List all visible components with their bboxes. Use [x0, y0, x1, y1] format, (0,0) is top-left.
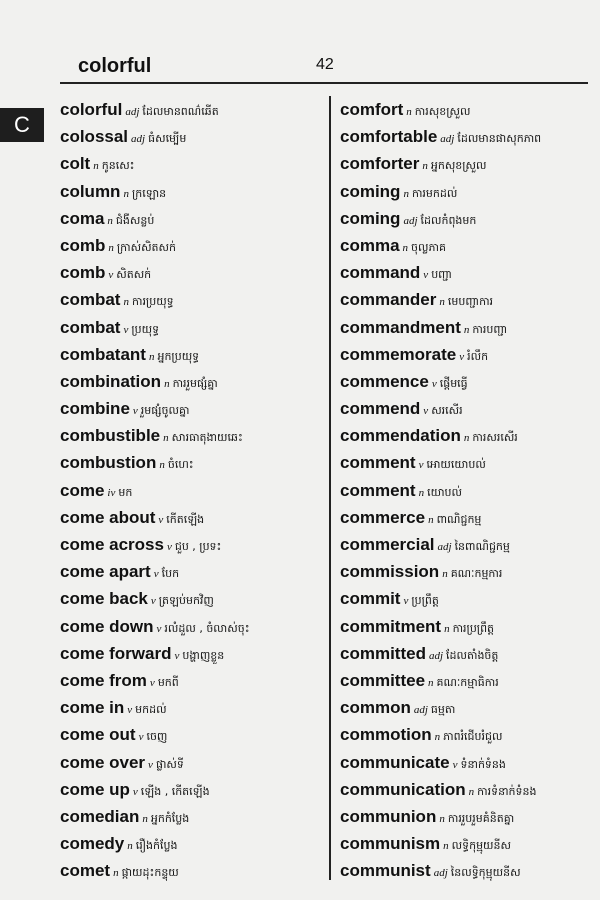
khmer-translation: ការបញ្ជា: [472, 322, 508, 336]
headword: commemorate: [340, 344, 457, 364]
left-column: [60, 96, 325, 884]
headword: comet: [60, 861, 111, 881]
column-divider: [329, 96, 331, 880]
dictionary-entry: [60, 259, 325, 286]
part-of-speech: n: [422, 160, 428, 173]
headword: combat: [60, 317, 121, 337]
part-of-speech: n: [406, 106, 412, 118]
headword: combination: [60, 371, 162, 391]
part-of-speech: v: [123, 323, 129, 336]
dictionary-entry: [340, 150, 590, 177]
khmer-translation: មេបញ្ជាការ: [447, 295, 494, 309]
dictionary-entry: [60, 694, 325, 721]
khmer-translation: ត្រឡប់មកវិញ: [158, 594, 214, 608]
khmer-translation: ដែលមានផាសុកភាព: [457, 132, 542, 146]
headword: commander: [340, 290, 437, 310]
khmer-translation: ដែលកំពុងមក: [420, 213, 477, 227]
khmer-translation: គណៈកម្មការ: [450, 567, 503, 581]
part-of-speech: v: [149, 676, 155, 689]
khmer-translation: ធំសម្បើម: [148, 132, 187, 146]
dictionary-entry: [60, 178, 325, 205]
part-of-speech: v: [166, 541, 172, 553]
khmer-translation: រឿងកំប្លែង: [135, 839, 178, 853]
dictionary-entry: [60, 830, 325, 857]
part-of-speech: n: [434, 731, 441, 744]
part-of-speech: n: [402, 241, 409, 254]
part-of-speech: n: [107, 214, 113, 227]
dictionary-entry: [340, 694, 590, 721]
khmer-translation: ការរួបរួមគំនិតគ្នា: [447, 811, 515, 825]
khmer-translation: មកពី: [157, 675, 179, 689]
headword: come: [60, 480, 105, 500]
headword: commission: [340, 562, 440, 582]
part-of-speech: adj: [433, 867, 448, 880]
khmer-translation: បែក: [161, 567, 180, 581]
headword: comment: [340, 480, 416, 500]
dictionary-entry: [60, 96, 325, 123]
dictionary-entry: [340, 613, 590, 640]
part-of-speech: v: [423, 405, 429, 418]
khmer-translation: ភាពរំជើបរំជួល: [443, 730, 503, 744]
khmer-translation: រំលឹក: [467, 349, 489, 363]
headword: comb: [60, 235, 106, 255]
dictionary-entry: [60, 422, 325, 449]
part-of-speech: v: [418, 459, 424, 472]
khmer-translation: គណៈកម្មាធិការ: [436, 675, 499, 689]
khmer-translation: ការប្រយុទ្ធ: [131, 295, 174, 309]
khmer-translation: ក្រាស់សិតសក់: [116, 240, 176, 254]
part-of-speech: n: [148, 350, 155, 363]
part-of-speech: n: [164, 377, 170, 390]
khmer-translation: ការសុខស្រួល: [414, 105, 471, 118]
headword: commerce: [340, 507, 426, 527]
headword: common: [340, 698, 411, 718]
headword: come apart: [60, 562, 151, 582]
khmer-translation: សារធាតុងាយឆេះ: [171, 431, 243, 445]
headword: commence: [340, 371, 429, 391]
dictionary-entry: [340, 232, 590, 259]
headword: come across: [60, 535, 164, 554]
khmer-translation: ការរួមផ្សំគ្នា: [172, 376, 218, 390]
part-of-speech: n: [428, 513, 434, 526]
dictionary-entry: [340, 123, 590, 150]
part-of-speech: v: [423, 269, 429, 282]
dictionary-entry: [340, 721, 590, 748]
khmer-translation: យោបល់: [427, 485, 462, 499]
khmer-translation: ការទំនាក់ទំនង: [477, 784, 537, 798]
dictionary-entry: [60, 721, 325, 748]
dictionary-entry: [60, 749, 325, 776]
headword: comedy: [60, 834, 125, 854]
part-of-speech: v: [156, 622, 162, 635]
dictionary-entry: [60, 613, 325, 640]
khmer-translation: នៃពាណិជ្ជកម្ម: [454, 540, 510, 553]
part-of-speech: n: [418, 486, 425, 499]
headword: committee: [340, 670, 426, 690]
dictionary-entry: [60, 232, 325, 259]
khmer-translation: ជំងឺសន្លប់: [115, 213, 155, 227]
khmer-translation: កើតឡើង: [166, 512, 205, 526]
dictionary-entry: [340, 449, 590, 476]
headword: colorful: [60, 100, 123, 119]
headword: communion: [340, 806, 437, 826]
dictionary-entry: [340, 205, 590, 232]
khmer-translation: មក: [118, 485, 133, 499]
khmer-translation: មកដល់: [135, 703, 167, 717]
part-of-speech: n: [163, 432, 169, 445]
headword: comma: [340, 235, 400, 255]
part-of-speech: n: [142, 812, 148, 825]
headword: combustible: [60, 426, 161, 446]
khmer-translation: ធម្មតា: [430, 703, 456, 717]
part-of-speech: v: [138, 731, 144, 744]
headword: come up: [60, 779, 130, 799]
dictionary-entry: [340, 314, 590, 341]
khmer-translation: អ្នកប្រយុទ្ធ: [157, 349, 200, 363]
khmer-translation: ក្រឡោន: [131, 186, 167, 200]
part-of-speech: n: [108, 241, 114, 254]
part-of-speech: v: [132, 405, 138, 418]
part-of-speech: v: [459, 350, 465, 363]
headword: coming: [340, 208, 401, 228]
dictionary-entry: [340, 531, 590, 558]
part-of-speech: n: [444, 622, 450, 635]
part-of-speech: v: [148, 758, 153, 771]
khmer-translation: ការមកដល់: [411, 186, 458, 200]
khmer-translation: ប្រយុទ្ធ: [131, 322, 160, 336]
part-of-speech: v: [153, 568, 159, 581]
part-of-speech: n: [439, 812, 445, 825]
letter-tab: C: [0, 108, 44, 142]
khmer-translation: ពាណិជ្ជកម្ម: [436, 512, 482, 526]
headword: come back: [60, 589, 148, 609]
part-of-speech: adj: [413, 704, 428, 717]
part-of-speech: n: [468, 785, 475, 798]
khmer-translation: លទ្ធិកុម្មុយនីស: [451, 839, 511, 853]
part-of-speech: adj: [428, 649, 444, 662]
khmer-translation: បង្ហាញខ្លួន: [182, 648, 225, 662]
part-of-speech: adj: [440, 133, 455, 146]
khmer-translation: ឡើង , កើតឡើង: [140, 784, 210, 798]
part-of-speech: n: [463, 323, 470, 336]
part-of-speech: v: [127, 704, 133, 717]
headword: come in: [60, 698, 125, 718]
headword: commend: [340, 399, 421, 419]
dictionary-entry: [340, 422, 590, 449]
khmer-translation: សិតសក់: [116, 268, 152, 282]
part-of-speech: adj: [437, 541, 452, 553]
guide-word: colorful: [78, 55, 152, 77]
part-of-speech: v: [431, 377, 437, 390]
part-of-speech: adj: [125, 106, 140, 118]
dictionary-entry: [60, 558, 325, 585]
dictionary-entry: [340, 178, 590, 205]
part-of-speech: n: [159, 459, 165, 472]
headword: commendation: [340, 426, 461, 446]
headword: comedian: [60, 806, 140, 826]
headword: come from: [60, 670, 147, 690]
dictionary-entry: [60, 395, 325, 422]
part-of-speech: v: [158, 513, 164, 526]
khmer-translation: អ្នកសុខស្រួល: [430, 159, 487, 173]
headword: commercial: [340, 535, 435, 554]
dictionary-entry: [340, 504, 590, 531]
part-of-speech: adj: [403, 214, 418, 227]
khmer-translation: ទំនាក់ទំនង: [460, 757, 506, 771]
dictionary-entry: [60, 150, 325, 177]
khmer-translation: រលំដួល , ចំលាស់ចុះ: [164, 621, 250, 635]
headword: come forward: [60, 643, 172, 663]
dictionary-entry: [60, 803, 325, 830]
part-of-speech: n: [463, 432, 470, 445]
khmer-translation: រួមផ្សំចូលគ្នា: [140, 404, 190, 418]
headword: come over: [60, 752, 146, 772]
page-number: 42: [316, 56, 334, 73]
part-of-speech: v: [403, 595, 409, 608]
headword: coma: [60, 208, 105, 228]
part-of-speech: n: [123, 296, 129, 309]
headword: communism: [340, 834, 441, 854]
headword: combatant: [60, 344, 146, 364]
dictionary-entry: [340, 477, 590, 504]
part-of-speech: v: [132, 785, 138, 798]
headword: comment: [340, 453, 416, 473]
part-of-speech: n: [443, 840, 449, 853]
khmer-translation: ការប្រព្រឹត្ត: [452, 621, 495, 635]
dictionary-entry: [340, 368, 590, 395]
headword: coming: [340, 181, 401, 201]
dictionary-entry: [60, 667, 325, 694]
dictionary-entry: [340, 667, 590, 694]
khmer-translation: កូនសេះ: [101, 159, 135, 173]
part-of-speech: n: [127, 840, 133, 853]
part-of-speech: n: [123, 187, 129, 200]
dictionary-entry: [340, 558, 590, 585]
headword: come about: [60, 507, 156, 527]
khmer-translation: បញ្ជា: [431, 268, 452, 282]
dictionary-entry: [340, 857, 590, 884]
khmer-translation: សរសើរ: [431, 404, 463, 418]
headword: colt: [60, 154, 91, 174]
headword: committed: [340, 643, 426, 663]
headword: come out: [60, 725, 136, 745]
khmer-translation: ចេញ: [146, 730, 168, 744]
headword: combustion: [60, 453, 157, 473]
headword: comfortable: [340, 127, 438, 147]
headword: colossal: [60, 127, 129, 147]
headword: command: [340, 263, 421, 283]
headword: communist: [340, 861, 431, 881]
dictionary-entry: [340, 96, 590, 123]
part-of-speech: n: [442, 568, 448, 581]
dictionary-entry: [60, 857, 325, 884]
headword: combat: [60, 290, 121, 310]
dictionary-entry: [60, 341, 325, 368]
dictionary-entry: [60, 314, 325, 341]
dictionary-entry: [60, 286, 325, 313]
khmer-translation: ផ្តើមធ្វើ: [439, 376, 468, 390]
headword: comb: [60, 263, 106, 283]
dictionary-entry: [340, 585, 590, 612]
headword: come down: [60, 616, 154, 636]
dictionary-entry: [340, 776, 590, 803]
khmer-translation: ការសរសើរ: [472, 431, 518, 445]
part-of-speech: adj: [131, 133, 146, 146]
khmer-translation: ផ្លាស់ទី: [155, 757, 184, 771]
dictionary-entry: [60, 205, 325, 232]
part-of-speech: iv: [107, 486, 116, 499]
khmer-translation: នៃលទ្ធិកុម្មុយនីស: [450, 866, 521, 880]
khmer-translation: ចំហេះ: [167, 458, 194, 472]
dictionary-entry: [60, 640, 325, 667]
headword: comfort: [340, 100, 404, 119]
headword: commandment: [340, 317, 461, 337]
right-column: [340, 96, 590, 884]
dictionary-entry: [340, 749, 590, 776]
part-of-speech: v: [108, 269, 114, 282]
khmer-translation: ដែលមានពណ៌ឆើត: [142, 105, 219, 118]
part-of-speech: n: [403, 187, 409, 200]
khmer-translation: ផ្កាយដុះកន្ទុយ: [121, 866, 179, 880]
dictionary-entry: [340, 259, 590, 286]
khmer-translation: ជួប , ប្រទះ: [174, 540, 222, 553]
dictionary-entry: [60, 477, 325, 504]
headword: communicate: [340, 752, 450, 772]
dictionary-entry: [340, 640, 590, 667]
part-of-speech: n: [439, 296, 445, 309]
headword: column: [60, 181, 121, 201]
headword: comforter: [340, 154, 420, 174]
khmer-translation: អ្នកកំប្លែង: [150, 811, 190, 825]
dictionary-entry: [60, 531, 325, 558]
headword: communication: [340, 779, 466, 799]
part-of-speech: v: [150, 595, 156, 608]
dictionary-entry: [340, 395, 590, 422]
part-of-speech: n: [113, 867, 119, 880]
khmer-translation: ដែលតាំងចិត្ត: [446, 648, 499, 662]
part-of-speech: v: [452, 758, 458, 771]
header-rule: [60, 82, 588, 84]
khmer-translation: អោយយោបល់: [426, 458, 486, 472]
dictionary-entry: [60, 776, 325, 803]
dictionary-entry: [60, 368, 325, 395]
khmer-translation: ប្រព្រឹត្ត: [411, 594, 439, 608]
headword: combine: [60, 399, 130, 419]
dictionary-entry: [340, 341, 590, 368]
headword: commotion: [340, 725, 432, 745]
headword: commit: [340, 589, 401, 609]
khmer-translation: ចុល្លភាគ: [411, 240, 446, 254]
dictionary-entry: [340, 803, 590, 830]
dictionary-entry: [340, 830, 590, 857]
dictionary-entry: [60, 585, 325, 612]
part-of-speech: n: [428, 676, 434, 689]
part-of-speech: n: [93, 160, 99, 173]
headword: commitment: [340, 616, 442, 636]
part-of-speech: v: [174, 649, 180, 662]
dictionary-entry: [60, 504, 325, 531]
dictionary-entry: [60, 449, 325, 476]
dictionary-entry: [60, 123, 325, 150]
dictionary-entry: [340, 286, 590, 313]
